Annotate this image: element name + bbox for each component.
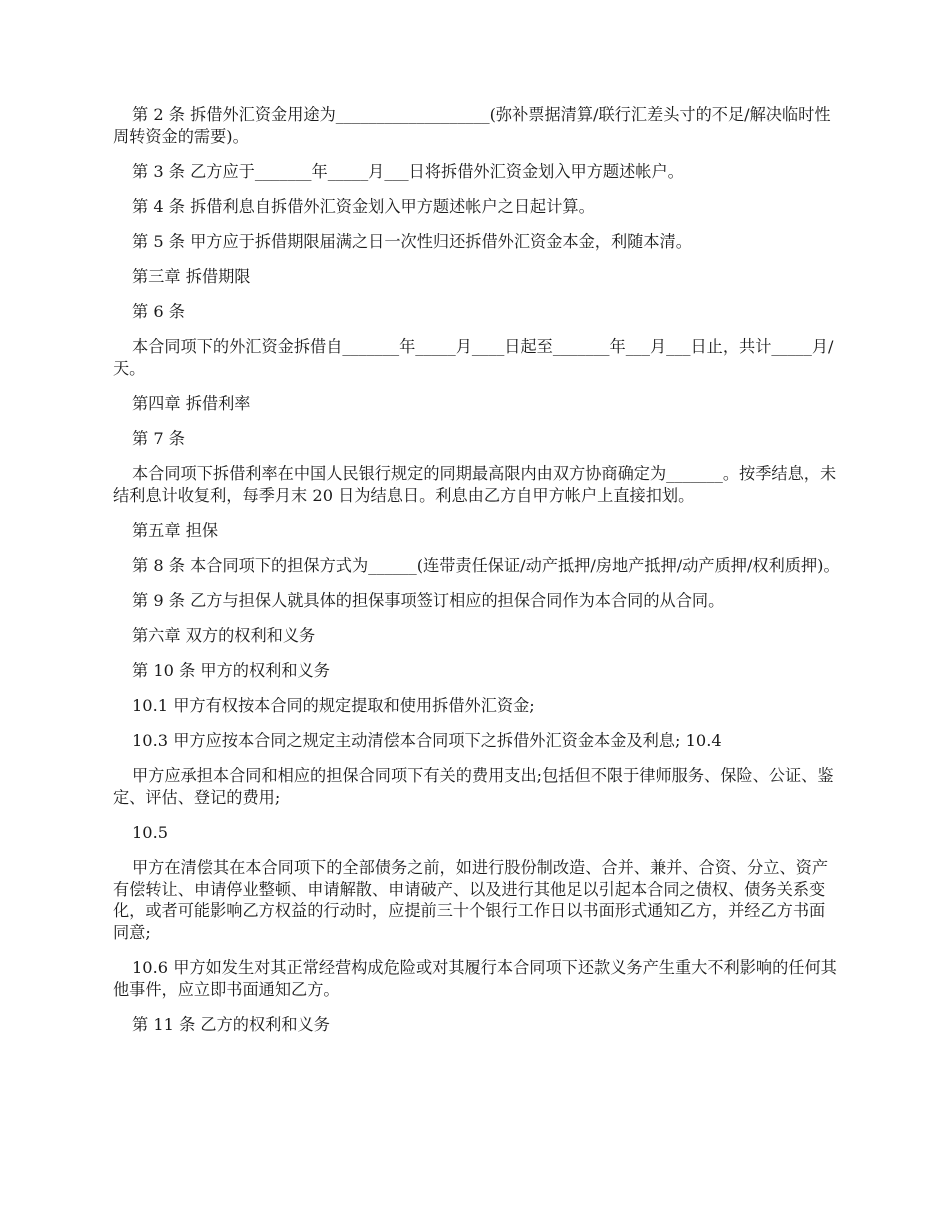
article-2-paragraph: 第 2 条 拆借外汇资金用途为___________________(弥补票据清算/联行汇差头寸的不足/解决临时性周转资金的需要)。 <box>113 105 831 146</box>
clause-10-1: 10.1 甲方有权按本合同的规定提取和使用拆借外汇资金; <box>132 696 535 716</box>
clause-10-6: 10.6 甲方如发生对其正常经营构成危险或对其履行本合同项下还款义务产生重大不利影响的任何其他事件，应立即书面通知乙方。 <box>113 958 837 999</box>
article-9-paragraph: 第 9 条 乙方与担保人就具体的担保事项签订相应的担保合同作为本合同的从合同。 <box>132 590 725 610</box>
article-5-paragraph: 第 5 条 甲方应于拆借期限届满之日一次性归还拆借外汇资金本金，利随本清。 <box>132 231 692 251</box>
article-3-paragraph: 第 3 条 乙方应于_______年_____月___日将拆借外汇资金划入甲方题述帐户。 <box>132 161 684 181</box>
document-page <box>113 104 840 1049</box>
article-11-heading: 第 11 条 乙方的权利和义务 <box>132 1014 330 1034</box>
article-4-paragraph: 第 4 条 拆借利息自拆借外汇资金划入甲方题述帐户之日起计算。 <box>132 196 595 216</box>
chapter-5-heading: 第五章 担保 <box>132 520 219 540</box>
article-6-paragraph: 本合同项下的外汇资金拆借自_______年_____月____日起至_______年___月___日止，共计_____月/天。 <box>113 337 834 378</box>
article-7-paragraph: 本合同项下拆借利率在中国人民银行规定的同期最高限内由双方协商确定为_______。按季结息，未结利息计收复利，每季月末 20 日为结息日。利息由乙方自甲方帐户上直接扣划。 <box>113 464 837 505</box>
clause-10-3: 10.3 甲方应按本合同之规定主动清偿本合同项下之拆借外汇资金本金及利息; 10.4 <box>132 731 722 751</box>
chapter-3-heading: 第三章 拆借期限 <box>132 266 251 286</box>
article-10-heading: 第 10 条 甲方的权利和义务 <box>132 661 330 681</box>
clause-10-4-body: 甲方应承担本合同和相应的担保合同项下有关的费用支出;包括但不限于律师服务、保险、公证、鉴定、评估、登记的费用; <box>113 766 834 807</box>
article-6-heading: 第 6 条 <box>132 302 185 322</box>
article-7-heading: 第 7 条 <box>132 428 185 448</box>
article-8-paragraph: 第 8 条 本合同项下的担保方式为______(连带责任保证/动产抵押/房地产抵押/动产质押/权利质押)。 <box>132 555 840 575</box>
clause-10-5-body: 甲方在清偿其在本合同项下的全部债务之前，如进行股份制改造、合并、兼并、合资、分立、资产有偿转让、申请停业整顿、申请解散、申请破产、以及进行其他足以引起本合同之债权、债务关系变化，或者可能影响乙方权益的行动时，应提前三十个银行工作日以书面形式通知乙方，并经乙方书面同意; <box>113 858 829 942</box>
clause-10-5-number: 10.5 <box>132 823 169 843</box>
chapter-4-heading: 第四章 拆借利率 <box>132 393 251 413</box>
chapter-6-heading: 第六章 双方的权利和义务 <box>132 626 316 645</box>
